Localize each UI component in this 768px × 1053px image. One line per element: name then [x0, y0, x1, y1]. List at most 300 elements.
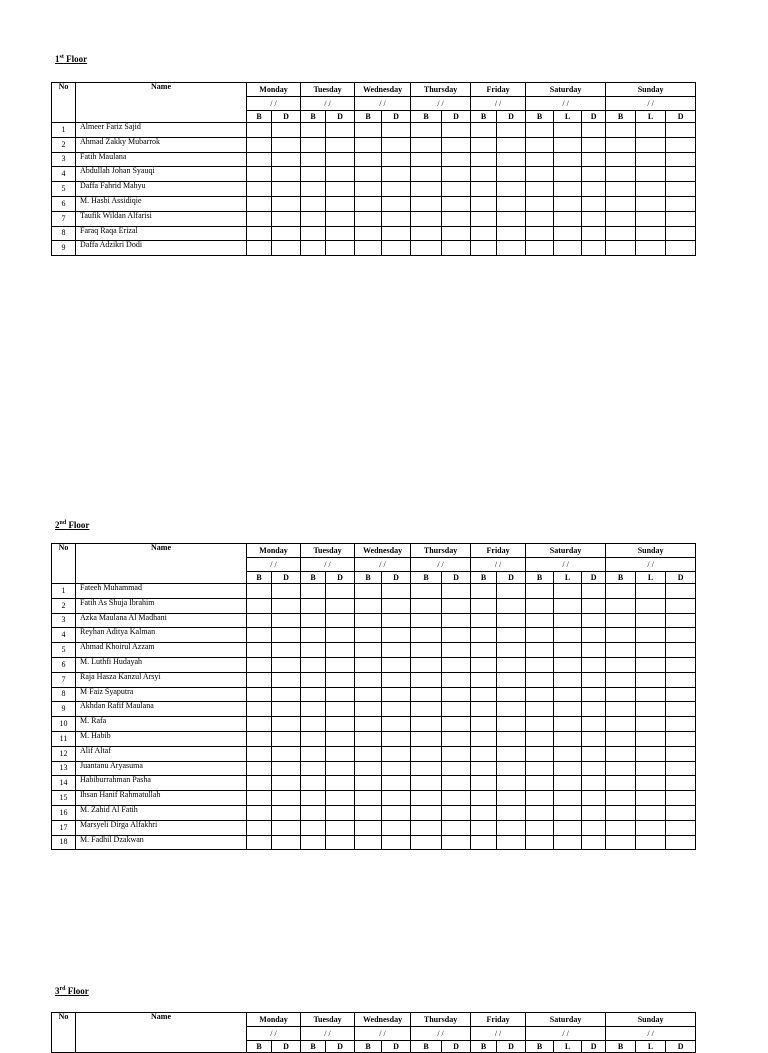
attendance-cell[interactable]: [606, 717, 636, 732]
attendance-cell[interactable]: [666, 628, 696, 643]
attendance-cell[interactable]: [301, 241, 326, 256]
attendance-cell[interactable]: [355, 211, 382, 226]
attendance-cell[interactable]: [247, 657, 272, 672]
attendance-cell[interactable]: [411, 598, 442, 613]
attendance-cell[interactable]: [666, 835, 696, 850]
attendance-cell[interactable]: [666, 137, 696, 152]
attendance-cell[interactable]: [471, 746, 497, 761]
attendance-cell[interactable]: [411, 731, 442, 746]
attendance-cell[interactable]: [272, 613, 301, 628]
attendance-cell[interactable]: [497, 598, 526, 613]
attendance-cell[interactable]: [636, 196, 666, 211]
attendance-cell[interactable]: [411, 241, 442, 256]
attendance-cell[interactable]: [582, 123, 606, 138]
attendance-cell[interactable]: [526, 226, 554, 241]
attendance-cell[interactable]: [606, 687, 636, 702]
attendance-cell[interactable]: [471, 643, 497, 658]
attendance-cell[interactable]: [326, 761, 355, 776]
attendance-cell[interactable]: [471, 731, 497, 746]
attendance-cell[interactable]: [355, 687, 382, 702]
attendance-cell[interactable]: [606, 613, 636, 628]
attendance-cell[interactable]: [301, 226, 326, 241]
attendance-cell[interactable]: [355, 702, 382, 717]
attendance-cell[interactable]: [666, 241, 696, 256]
attendance-cell[interactable]: [471, 123, 497, 138]
attendance-cell[interactable]: [497, 167, 526, 182]
attendance-cell[interactable]: [382, 123, 411, 138]
attendance-cell[interactable]: [382, 657, 411, 672]
attendance-cell[interactable]: [471, 613, 497, 628]
attendance-cell[interactable]: [301, 123, 326, 138]
attendance-cell[interactable]: [582, 776, 606, 791]
attendance-cell[interactable]: [606, 196, 636, 211]
attendance-cell[interactable]: [554, 628, 582, 643]
attendance-cell[interactable]: [666, 687, 696, 702]
attendance-cell[interactable]: [301, 196, 326, 211]
attendance-cell[interactable]: [666, 211, 696, 226]
attendance-cell[interactable]: [411, 687, 442, 702]
attendance-cell[interactable]: [382, 761, 411, 776]
attendance-cell[interactable]: [471, 137, 497, 152]
attendance-cell[interactable]: [301, 613, 326, 628]
attendance-cell[interactable]: [471, 241, 497, 256]
attendance-cell[interactable]: [526, 598, 554, 613]
attendance-cell[interactable]: [411, 835, 442, 850]
attendance-cell[interactable]: [636, 123, 666, 138]
attendance-cell[interactable]: [636, 657, 666, 672]
attendance-cell[interactable]: [442, 657, 471, 672]
attendance-cell[interactable]: [636, 241, 666, 256]
attendance-cell[interactable]: [497, 702, 526, 717]
attendance-cell[interactable]: [497, 182, 526, 197]
attendance-cell[interactable]: [355, 167, 382, 182]
attendance-cell[interactable]: [497, 835, 526, 850]
attendance-cell[interactable]: [497, 226, 526, 241]
attendance-cell[interactable]: [411, 791, 442, 806]
attendance-cell[interactable]: [497, 196, 526, 211]
attendance-cell[interactable]: [326, 152, 355, 167]
attendance-cell[interactable]: [442, 672, 471, 687]
attendance-cell[interactable]: [582, 657, 606, 672]
attendance-cell[interactable]: [326, 835, 355, 850]
attendance-cell[interactable]: [411, 226, 442, 241]
attendance-cell[interactable]: [326, 182, 355, 197]
attendance-cell[interactable]: [606, 672, 636, 687]
attendance-cell[interactable]: [411, 628, 442, 643]
attendance-cell[interactable]: [382, 687, 411, 702]
attendance-cell[interactable]: [355, 196, 382, 211]
attendance-cell[interactable]: [326, 226, 355, 241]
attendance-cell[interactable]: [382, 628, 411, 643]
attendance-cell[interactable]: [471, 152, 497, 167]
attendance-cell[interactable]: [497, 820, 526, 835]
attendance-cell[interactable]: [326, 731, 355, 746]
attendance-cell[interactable]: [636, 820, 666, 835]
attendance-cell[interactable]: [247, 167, 272, 182]
attendance-cell[interactable]: [382, 152, 411, 167]
attendance-cell[interactable]: [247, 702, 272, 717]
attendance-cell[interactable]: [636, 731, 666, 746]
attendance-cell[interactable]: [497, 152, 526, 167]
attendance-cell[interactable]: [526, 182, 554, 197]
attendance-cell[interactable]: [554, 717, 582, 732]
attendance-cell[interactable]: [326, 805, 355, 820]
attendance-cell[interactable]: [554, 835, 582, 850]
attendance-cell[interactable]: [606, 776, 636, 791]
attendance-cell[interactable]: [301, 211, 326, 226]
attendance-cell[interactable]: [471, 182, 497, 197]
attendance-cell[interactable]: [636, 761, 666, 776]
attendance-cell[interactable]: [666, 746, 696, 761]
attendance-cell[interactable]: [526, 152, 554, 167]
attendance-cell[interactable]: [326, 196, 355, 211]
attendance-cell[interactable]: [355, 152, 382, 167]
attendance-cell[interactable]: [554, 791, 582, 806]
attendance-cell[interactable]: [272, 761, 301, 776]
attendance-cell[interactable]: [497, 672, 526, 687]
attendance-cell[interactable]: [606, 598, 636, 613]
attendance-cell[interactable]: [272, 717, 301, 732]
attendance-cell[interactable]: [272, 241, 301, 256]
attendance-cell[interactable]: [326, 123, 355, 138]
attendance-cell[interactable]: [247, 226, 272, 241]
attendance-cell[interactable]: [666, 226, 696, 241]
attendance-cell[interactable]: [247, 628, 272, 643]
attendance-cell[interactable]: [272, 643, 301, 658]
attendance-cell[interactable]: [355, 182, 382, 197]
attendance-cell[interactable]: [526, 687, 554, 702]
attendance-cell[interactable]: [442, 167, 471, 182]
attendance-cell[interactable]: [526, 805, 554, 820]
attendance-cell[interactable]: [471, 820, 497, 835]
attendance-cell[interactable]: [326, 746, 355, 761]
attendance-cell[interactable]: [442, 776, 471, 791]
attendance-cell[interactable]: [301, 761, 326, 776]
attendance-cell[interactable]: [554, 657, 582, 672]
attendance-cell[interactable]: [442, 805, 471, 820]
attendance-cell[interactable]: [666, 598, 696, 613]
attendance-cell[interactable]: [247, 731, 272, 746]
attendance-cell[interactable]: [301, 746, 326, 761]
attendance-cell[interactable]: [247, 182, 272, 197]
attendance-cell[interactable]: [247, 241, 272, 256]
attendance-cell[interactable]: [247, 805, 272, 820]
attendance-cell[interactable]: [554, 761, 582, 776]
attendance-cell[interactable]: [355, 746, 382, 761]
attendance-cell[interactable]: [411, 196, 442, 211]
attendance-cell[interactable]: [442, 241, 471, 256]
attendance-cell[interactable]: [471, 702, 497, 717]
attendance-cell[interactable]: [411, 717, 442, 732]
attendance-cell[interactable]: [272, 137, 301, 152]
attendance-cell[interactable]: [497, 123, 526, 138]
attendance-cell[interactable]: [442, 628, 471, 643]
attendance-cell[interactable]: [411, 137, 442, 152]
attendance-cell[interactable]: [526, 717, 554, 732]
attendance-cell[interactable]: [666, 820, 696, 835]
attendance-cell[interactable]: [442, 123, 471, 138]
attendance-cell[interactable]: [526, 657, 554, 672]
attendance-cell[interactable]: [636, 628, 666, 643]
attendance-cell[interactable]: [582, 137, 606, 152]
attendance-cell[interactable]: [582, 584, 606, 599]
attendance-cell[interactable]: [497, 776, 526, 791]
attendance-cell[interactable]: [272, 211, 301, 226]
attendance-cell[interactable]: [247, 672, 272, 687]
attendance-cell[interactable]: [606, 137, 636, 152]
attendance-cell[interactable]: [272, 584, 301, 599]
attendance-cell[interactable]: [411, 643, 442, 658]
attendance-cell[interactable]: [326, 820, 355, 835]
attendance-cell[interactable]: [382, 672, 411, 687]
attendance-cell[interactable]: [497, 657, 526, 672]
attendance-cell[interactable]: [582, 702, 606, 717]
attendance-cell[interactable]: [442, 584, 471, 599]
attendance-cell[interactable]: [636, 776, 666, 791]
attendance-cell[interactable]: [382, 241, 411, 256]
attendance-cell[interactable]: [666, 613, 696, 628]
attendance-cell[interactable]: [301, 702, 326, 717]
attendance-cell[interactable]: [382, 196, 411, 211]
attendance-cell[interactable]: [554, 167, 582, 182]
attendance-cell[interactable]: [497, 584, 526, 599]
attendance-cell[interactable]: [382, 717, 411, 732]
attendance-cell[interactable]: [301, 598, 326, 613]
attendance-cell[interactable]: [272, 820, 301, 835]
attendance-cell[interactable]: [606, 241, 636, 256]
attendance-cell[interactable]: [582, 613, 606, 628]
attendance-cell[interactable]: [606, 167, 636, 182]
attendance-cell[interactable]: [247, 152, 272, 167]
attendance-cell[interactable]: [636, 211, 666, 226]
attendance-cell[interactable]: [497, 211, 526, 226]
attendance-cell[interactable]: [301, 182, 326, 197]
attendance-cell[interactable]: [554, 805, 582, 820]
attendance-cell[interactable]: [247, 791, 272, 806]
attendance-cell[interactable]: [582, 196, 606, 211]
attendance-cell[interactable]: [326, 167, 355, 182]
attendance-cell[interactable]: [636, 672, 666, 687]
attendance-cell[interactable]: [582, 687, 606, 702]
attendance-cell[interactable]: [382, 226, 411, 241]
attendance-cell[interactable]: [411, 672, 442, 687]
attendance-cell[interactable]: [411, 805, 442, 820]
attendance-cell[interactable]: [247, 717, 272, 732]
attendance-cell[interactable]: [471, 791, 497, 806]
attendance-cell[interactable]: [554, 820, 582, 835]
attendance-cell[interactable]: [471, 672, 497, 687]
attendance-cell[interactable]: [497, 241, 526, 256]
attendance-cell[interactable]: [582, 167, 606, 182]
attendance-cell[interactable]: [666, 731, 696, 746]
attendance-cell[interactable]: [471, 776, 497, 791]
attendance-cell[interactable]: [247, 613, 272, 628]
attendance-cell[interactable]: [411, 152, 442, 167]
attendance-cell[interactable]: [526, 211, 554, 226]
attendance-cell[interactable]: [382, 776, 411, 791]
attendance-cell[interactable]: [326, 717, 355, 732]
attendance-cell[interactable]: [247, 761, 272, 776]
attendance-cell[interactable]: [301, 643, 326, 658]
attendance-cell[interactable]: [272, 167, 301, 182]
attendance-cell[interactable]: [442, 835, 471, 850]
attendance-cell[interactable]: [582, 820, 606, 835]
attendance-cell[interactable]: [554, 196, 582, 211]
attendance-cell[interactable]: [582, 731, 606, 746]
attendance-cell[interactable]: [272, 598, 301, 613]
attendance-cell[interactable]: [666, 776, 696, 791]
attendance-cell[interactable]: [326, 702, 355, 717]
attendance-cell[interactable]: [526, 123, 554, 138]
attendance-cell[interactable]: [554, 746, 582, 761]
attendance-cell[interactable]: [526, 702, 554, 717]
attendance-cell[interactable]: [382, 137, 411, 152]
attendance-cell[interactable]: [526, 835, 554, 850]
attendance-cell[interactable]: [411, 746, 442, 761]
attendance-cell[interactable]: [442, 226, 471, 241]
attendance-cell[interactable]: [355, 643, 382, 658]
attendance-cell[interactable]: [526, 776, 554, 791]
attendance-cell[interactable]: [526, 731, 554, 746]
attendance-cell[interactable]: [326, 776, 355, 791]
attendance-cell[interactable]: [636, 835, 666, 850]
attendance-cell[interactable]: [247, 211, 272, 226]
attendance-cell[interactable]: [442, 613, 471, 628]
attendance-cell[interactable]: [582, 211, 606, 226]
attendance-cell[interactable]: [442, 746, 471, 761]
attendance-cell[interactable]: [471, 584, 497, 599]
attendance-cell[interactable]: [554, 152, 582, 167]
attendance-cell[interactable]: [442, 820, 471, 835]
attendance-cell[interactable]: [497, 687, 526, 702]
attendance-cell[interactable]: [326, 687, 355, 702]
attendance-cell[interactable]: [526, 628, 554, 643]
attendance-cell[interactable]: [442, 687, 471, 702]
attendance-cell[interactable]: [606, 702, 636, 717]
attendance-cell[interactable]: [554, 584, 582, 599]
attendance-cell[interactable]: [382, 702, 411, 717]
attendance-cell[interactable]: [582, 761, 606, 776]
attendance-cell[interactable]: [582, 717, 606, 732]
attendance-cell[interactable]: [301, 776, 326, 791]
attendance-cell[interactable]: [666, 182, 696, 197]
attendance-cell[interactable]: [497, 717, 526, 732]
attendance-cell[interactable]: [636, 182, 666, 197]
attendance-cell[interactable]: [471, 167, 497, 182]
attendance-cell[interactable]: [272, 657, 301, 672]
attendance-cell[interactable]: [411, 702, 442, 717]
attendance-cell[interactable]: [606, 657, 636, 672]
attendance-cell[interactable]: [582, 152, 606, 167]
attendance-cell[interactable]: [411, 776, 442, 791]
attendance-cell[interactable]: [636, 717, 666, 732]
attendance-cell[interactable]: [272, 672, 301, 687]
attendance-cell[interactable]: [471, 657, 497, 672]
attendance-cell[interactable]: [442, 761, 471, 776]
attendance-cell[interactable]: [355, 835, 382, 850]
attendance-cell[interactable]: [636, 791, 666, 806]
attendance-cell[interactable]: [606, 152, 636, 167]
attendance-cell[interactable]: [666, 123, 696, 138]
attendance-cell[interactable]: [411, 657, 442, 672]
attendance-cell[interactable]: [606, 746, 636, 761]
attendance-cell[interactable]: [272, 123, 301, 138]
attendance-cell[interactable]: [666, 152, 696, 167]
attendance-cell[interactable]: [606, 761, 636, 776]
attendance-cell[interactable]: [326, 643, 355, 658]
attendance-cell[interactable]: [554, 613, 582, 628]
attendance-cell[interactable]: [355, 584, 382, 599]
attendance-cell[interactable]: [382, 805, 411, 820]
attendance-cell[interactable]: [272, 746, 301, 761]
attendance-cell[interactable]: [636, 584, 666, 599]
attendance-cell[interactable]: [606, 226, 636, 241]
attendance-cell[interactable]: [442, 152, 471, 167]
attendance-cell[interactable]: [326, 137, 355, 152]
attendance-cell[interactable]: [666, 805, 696, 820]
attendance-cell[interactable]: [442, 196, 471, 211]
attendance-cell[interactable]: [554, 776, 582, 791]
attendance-cell[interactable]: [272, 731, 301, 746]
attendance-cell[interactable]: [247, 137, 272, 152]
attendance-cell[interactable]: [526, 672, 554, 687]
attendance-cell[interactable]: [666, 717, 696, 732]
attendance-cell[interactable]: [582, 226, 606, 241]
attendance-cell[interactable]: [272, 152, 301, 167]
attendance-cell[interactable]: [666, 761, 696, 776]
attendance-cell[interactable]: [326, 211, 355, 226]
attendance-cell[interactable]: [526, 241, 554, 256]
attendance-cell[interactable]: [526, 761, 554, 776]
attendance-cell[interactable]: [326, 628, 355, 643]
attendance-cell[interactable]: [526, 137, 554, 152]
attendance-cell[interactable]: [382, 791, 411, 806]
attendance-cell[interactable]: [355, 628, 382, 643]
attendance-cell[interactable]: [606, 628, 636, 643]
attendance-cell[interactable]: [554, 123, 582, 138]
attendance-cell[interactable]: [554, 241, 582, 256]
attendance-cell[interactable]: [554, 643, 582, 658]
attendance-cell[interactable]: [554, 211, 582, 226]
attendance-cell[interactable]: [554, 672, 582, 687]
attendance-cell[interactable]: [272, 182, 301, 197]
attendance-cell[interactable]: [554, 226, 582, 241]
attendance-cell[interactable]: [471, 196, 497, 211]
attendance-cell[interactable]: [382, 820, 411, 835]
attendance-cell[interactable]: [382, 746, 411, 761]
attendance-cell[interactable]: [272, 687, 301, 702]
attendance-cell[interactable]: [326, 791, 355, 806]
attendance-cell[interactable]: [497, 613, 526, 628]
attendance-cell[interactable]: [247, 196, 272, 211]
attendance-cell[interactable]: [301, 672, 326, 687]
attendance-cell[interactable]: [606, 805, 636, 820]
attendance-cell[interactable]: [666, 672, 696, 687]
attendance-cell[interactable]: [636, 805, 666, 820]
attendance-cell[interactable]: [326, 657, 355, 672]
attendance-cell[interactable]: [666, 657, 696, 672]
attendance-cell[interactable]: [582, 791, 606, 806]
attendance-cell[interactable]: [666, 791, 696, 806]
attendance-cell[interactable]: [497, 746, 526, 761]
attendance-cell[interactable]: [411, 584, 442, 599]
attendance-cell[interactable]: [355, 805, 382, 820]
attendance-cell[interactable]: [247, 598, 272, 613]
attendance-cell[interactable]: [636, 152, 666, 167]
attendance-cell[interactable]: [636, 702, 666, 717]
attendance-cell[interactable]: [247, 643, 272, 658]
attendance-cell[interactable]: [442, 643, 471, 658]
